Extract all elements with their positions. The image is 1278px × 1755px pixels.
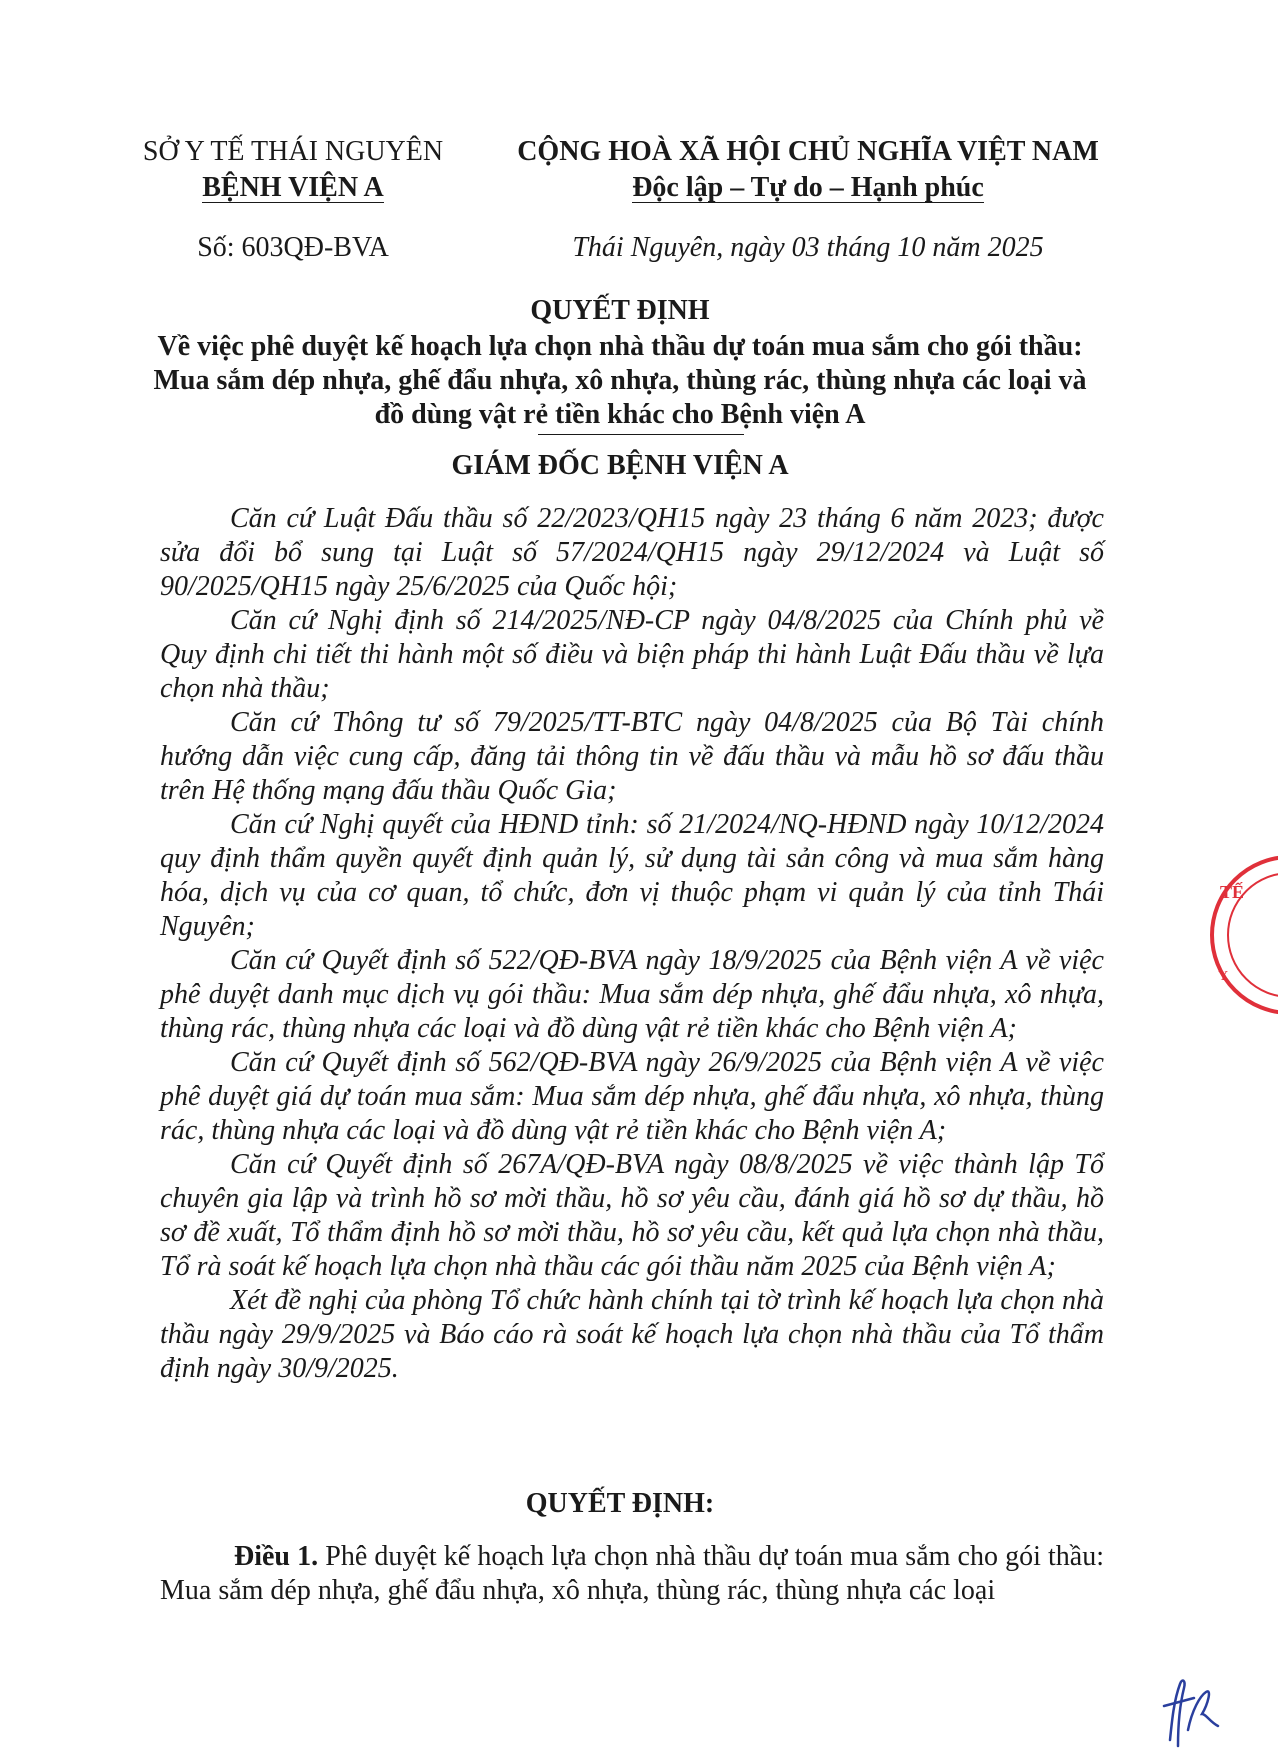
document-number: Số: 603QĐ-BVA [197, 232, 389, 263]
issuing-authority: GIÁM ĐỐC BỆNH VIỆN A [451, 450, 789, 481]
signature-initials-icon [1148, 1670, 1228, 1750]
unit-name: BỆNH VIỆN A [202, 172, 384, 203]
issuer-block [128, 134, 458, 206]
document-subject: Về việc phê duyệt kế hoạch lựa chọn nhà thầu dự toán mua sắm cho gói thầu: Mua sắm dép nhựa, ghế đẩu nhựa, xô nhựa, thùng rác, thùng nhựa các loại và đồ dùng vật rẻ tiền khác cho Bệnh viện A [153, 331, 1087, 430]
svg-text:Y: Y [1218, 969, 1229, 984]
legal-bases [160, 502, 1104, 1386]
legal-basis-item: Căn cứ Nghị định số 214/2025/NĐ-CP ngày 04/8/2025 của Chính phủ về Quy định chi tiết thi hành một số điều và biện pháp thi hành Luật Đấu thầu về lựa chọn nhà thầu; [160, 605, 1104, 704]
legal-basis-item: Căn cứ Quyết định số 267A/QĐ-BVA ngày 08/8/2025 về việc thành lập Tổ chuyên gia lập và trình hồ sơ mời thầu, hồ sơ yêu cầu, đánh giá hồ sơ dự thầu, hồ sơ đề xuất, Tổ thẩm định hồ sơ mời thầu, hồ sơ yêu cầu, kết quả lựa chọn nhà thầu, Tổ rà soát kế hoạch lựa chọn nhà thầu các gói thầu năm 2025 của Bệnh viện A; [160, 1149, 1104, 1282]
article-1-text: Phê duyệt kế hoạch lựa chọn nhà thầu dự toán mua sắm cho gói thầu: Mua sắm dép nhựa, ghế đẩu nhựa, xô nhựa, thùng rác, thùng nhựa các loại [160, 1541, 1104, 1606]
national-heading [508, 134, 1108, 206]
article-1 [160, 1540, 1104, 1608]
document-type: QUYẾT ĐỊNH [530, 295, 710, 326]
subject-divider [538, 434, 744, 435]
legal-basis-item: Căn cứ Quyết định số 562/QĐ-BVA ngày 26/9/2025 của Bệnh viện A về việc phê duyệt giá dự toán mua sắm: Mua sắm dép nhựa, ghế đẩu nhựa, xô nhựa, thùng rác, thùng nhựa các loại và đồ dùng vật rẻ tiền khác cho Bệnh viện A; [160, 1047, 1104, 1146]
country-name: CỘNG HOÀ XÃ HỘI CHỦ NGHĨA VIỆT NAM [517, 136, 1099, 167]
legal-basis-item: Căn cứ Thông tư số 79/2025/TT-BTC ngày 04/8/2025 của Bộ Tài chính hướng dẫn việc cung cấp, đăng tải thông tin về đấu thầu và mẫu hồ sơ đấu thầu trên Hệ thống mạng đấu thầu Quốc Gia; [160, 707, 1104, 806]
stamp-icon [1198, 850, 1278, 1020]
svg-text:TẾ: TẾ [1220, 882, 1245, 902]
national-motto: Độc lập – Tự do – Hạnh phúc [632, 172, 984, 203]
agency-name: SỞ Y TẾ THÁI NGUYÊN [142, 136, 444, 167]
legal-basis-item: Căn cứ Luật Đấu thầu số 22/2023/QH15 ngày 23 tháng 6 năm 2023; được sửa đổi bổ sung tại Luật số 57/2024/QH15 ngày 29/12/2024 và Luật số 90/2025/QH15 ngày 25/6/2025 của Quốc hội; [160, 503, 1104, 602]
article-1-label: Điều 1. [234, 1541, 319, 1572]
document-date: Thái Nguyên, ngày 03 tháng 10 năm 2025 [572, 232, 1044, 263]
legal-basis-item: Căn cứ Nghị quyết của HĐND tỉnh: số 21/2024/NQ-HĐND ngày 10/12/2024 quy định thẩm quyền quyết định quản lý, sử dụng tài sản công và mua sắm hàng hóa, dịch vụ của cơ quan, tổ chức, đơn vị thuộc phạm vi quản lý của tỉnh Thái Nguyên; [160, 809, 1104, 942]
legal-basis-item: Căn cứ Quyết định số 522/QĐ-BVA ngày 18/9/2025 của Bệnh viện A về việc phê duyệt danh mục dịch vụ gói thầu: Mua sắm dép nhựa, ghế đẩu nhựa, xô nhựa, thùng rác, thùng nhựa các loại và đồ dùng vật rẻ tiền khác cho Bệnh viện A; [160, 945, 1104, 1044]
legal-basis-item: Xét đề nghị của phòng Tổ chức hành chính tại tờ trình kế hoạch lựa chọn nhà thầu ngày 29/9/2025 và Báo cáo rà soát kế hoạch lựa chọn nhà thầu của Tổ thẩm định ngày 30/9/2025. [160, 1285, 1104, 1384]
decision-heading: QUYẾT ĐỊNH: [525, 1488, 715, 1519]
